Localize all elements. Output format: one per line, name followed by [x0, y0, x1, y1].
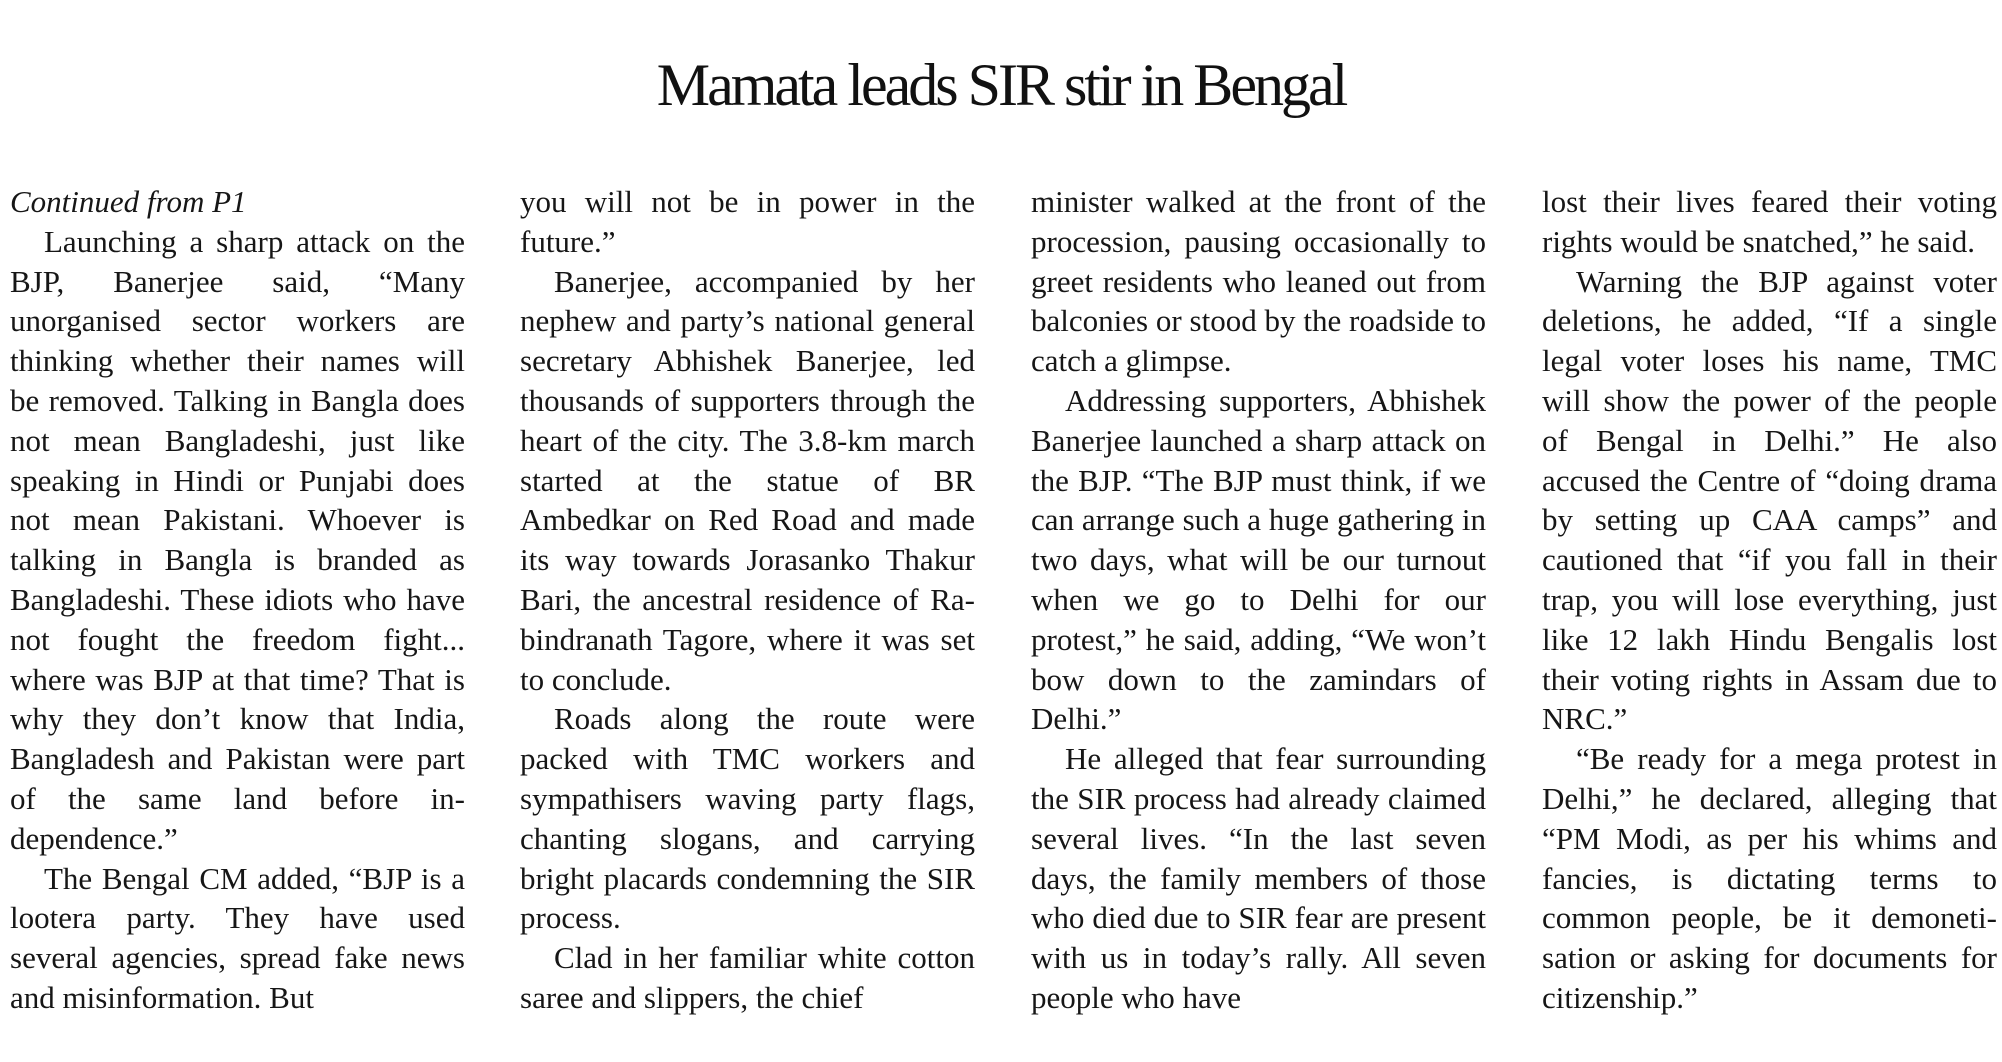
- article-paragraph: Launching a sharp attack on the BJP, Banerjee said, “Many unorganised sector workers are thinking whether their names will be removed. Talking in Bangla does not mean Bangladeshi, just like speaking in Hindi or Punjabi does not mean Pakistani. Whoever is talking in Bangla is branded as Bangladeshi. These idiots who have not fought the freedom fight... where was BJP at that time? That is why they don’t know that India, Bangladesh and Pakistan were part of the same land before independence.”: [10, 223, 465, 856]
- article-paragraph: Clad in her familiar white cotton saree and slippers, the chief: [520, 940, 975, 1015]
- article-column-1: [10, 182, 465, 1062]
- article-paragraph-continuation: you will not be in power in the future.”: [520, 184, 975, 259]
- article-column-3: [1031, 182, 1486, 1062]
- article-paragraph-continuation: minister walked at the front of the procession, pausing occasionally to greet residents who leaned out from balconies or stood by the roadside to catch a glimpse.: [1031, 184, 1486, 379]
- headline: Mamata leads SIR stir in Bengal: [656, 52, 1346, 118]
- continued-from-line: Continued from P1: [10, 184, 247, 219]
- article-body: [10, 182, 1995, 1062]
- article-paragraph: He alleged that fear surrounding the SIR process had already claimed several lives. “In the last seven days, the family members of those who died due to SIR fear are present with us in today’s rally. All seven people who have: [1031, 741, 1486, 1015]
- article-column-4: [1542, 182, 1997, 1062]
- article-paragraph: Addressing supporters, Abhishek Banerjee launched a sharp attack on the BJP. “The BJP must think, if we can arrange such a huge gathering in two days, what will be our turnout when we go to Delhi for our protest,” he said, adding, “We won’t bow down to the zamindars of Delhi.”: [1031, 382, 1486, 737]
- article-paragraph: Banerjee, accompanied by her nephew and party’s national general secretary Abhishek Banerjee, led thousands of supporters through the heart of the city. The 3.8-km march started at the statue of BR Ambedkar on Red Road and made its way towards Jorasanko Thakur Bari, the ancestral residence of Rabindranath Tagore, where it was set to conclude.: [520, 263, 975, 697]
- article-paragraph: Warning the BJP against voter deletions, he added, “If a single legal voter loses his name, TMC will show the power of the people of Bengal in Delhi.” He also accused the Centre of “doing drama by setting up CAA camps” and cautioned that “if you fall in their trap, you will lose everything, just like 12 lakh Hindu Bengalis lost their voting rights in Assam due to NRC.”: [1542, 263, 1997, 737]
- article-paragraph: “Be ready for a mega protest in Delhi,” he declared, alleging that “PM Modi, as per his whims and fancies, is dictating terms to common people, be it demonetisation or asking for documents for citizenship.”: [1542, 741, 1997, 1015]
- article-column-2: [520, 182, 975, 1062]
- article-paragraph-continuation: lost their lives feared their voting rights would be snatched,” he said.: [1542, 184, 1997, 259]
- article-paragraph: The Bengal CM added, “BJP is a lootera party. They have used several agencies, spread fake news and misinformation. But: [10, 860, 465, 1015]
- article-paragraph: Roads along the route were packed with TMC workers and sympathisers waving party flags, chanting slogans, and carrying bright placards condemning the SIR process.: [520, 701, 975, 936]
